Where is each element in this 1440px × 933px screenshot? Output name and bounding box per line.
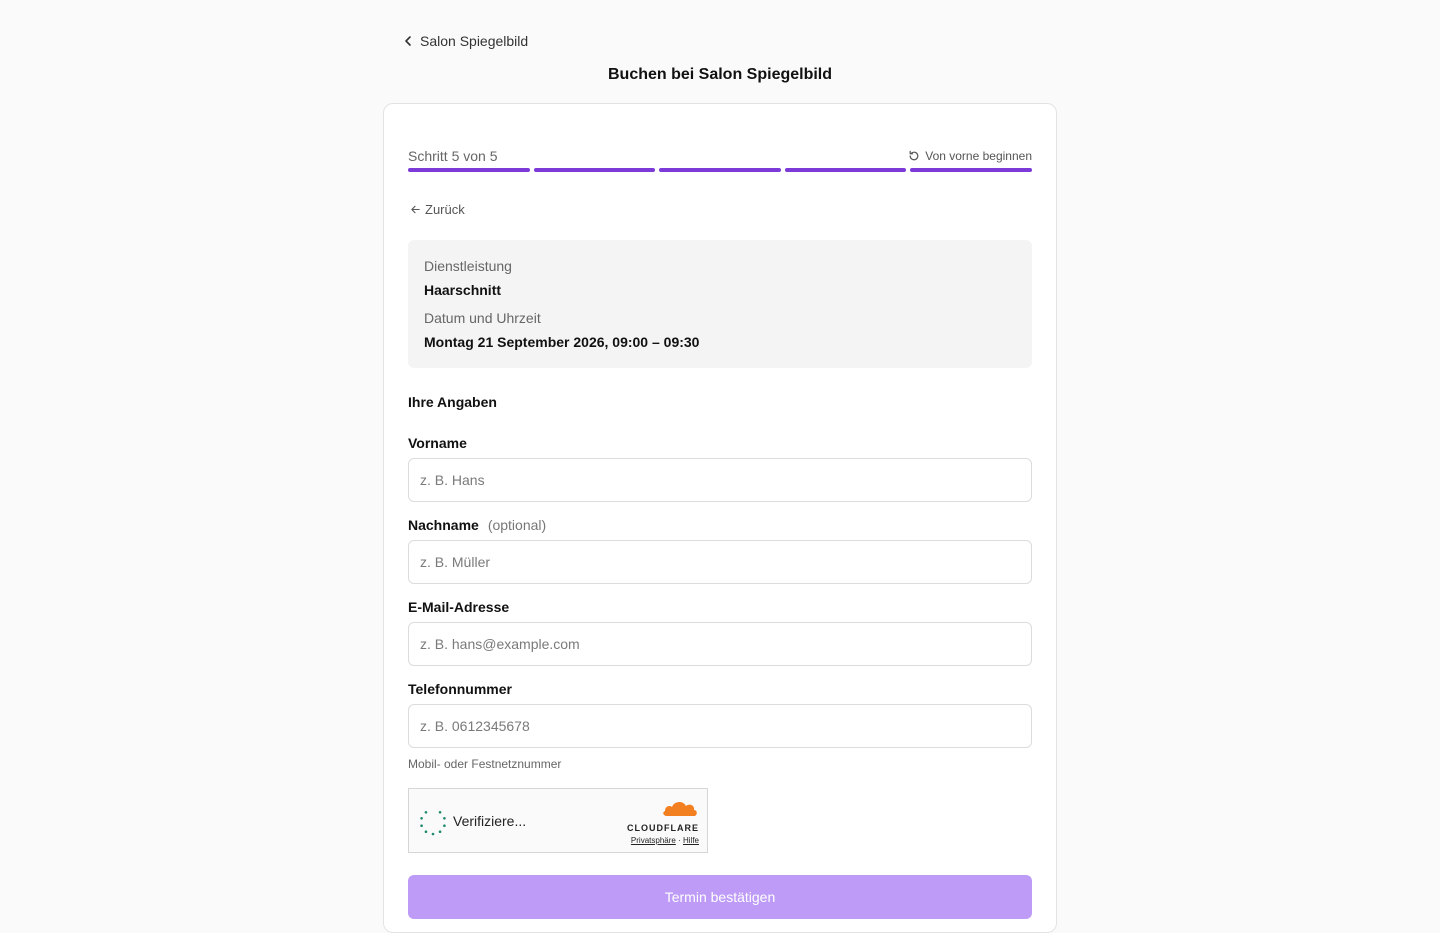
page-title: Buchen bei Salon Spiegelbild: [607, 66, 833, 83]
captcha-links: [619, 836, 699, 845]
datetime-value: Montag 21 September 2026, 09:00 – 09:30: [424, 334, 700, 350]
captcha-widget[interactable]: [408, 788, 708, 853]
progress-segment: [785, 168, 907, 172]
cloudflare-logo: [619, 799, 699, 845]
back-button[interactable]: [410, 202, 465, 217]
cloud-icon: [661, 799, 699, 817]
booking-summary: [408, 240, 1032, 368]
phone-hint: Mobil- oder Festnetznummer: [408, 757, 562, 771]
restart-button[interactable]: [908, 149, 1032, 163]
section-title: Ihre Angaben: [408, 394, 497, 410]
service-label: Dienstleistung: [424, 258, 512, 274]
chevron-left-icon: [402, 35, 414, 47]
last-name-label-row: [408, 517, 546, 533]
back-to-salon-link[interactable]: [402, 33, 528, 49]
loading-spinner-icon: [417, 806, 449, 838]
captcha-status: Verifiziere...: [453, 813, 527, 829]
step-header: [408, 146, 1032, 166]
booking-card: [383, 103, 1057, 933]
last-name-label: Nachname: [408, 517, 479, 533]
progress-segment: [659, 168, 781, 172]
privacy-link[interactable]: Privatsphäre: [630, 836, 676, 845]
phone-label: Telefonnummer: [408, 681, 512, 697]
service-value: Haarschnitt: [424, 282, 502, 298]
last-name-input[interactable]: [408, 540, 1032, 584]
optional-tag: (optional): [487, 517, 547, 533]
first-name-input[interactable]: [408, 458, 1032, 502]
cloudflare-wordmark: CLOUDFLARE: [627, 823, 699, 833]
phone-input[interactable]: [408, 704, 1032, 748]
help-link[interactable]: Hilfe: [682, 836, 699, 845]
progress-bar: [408, 168, 1032, 172]
progress-segment: [534, 168, 656, 172]
step-indicator: Schritt 5 von 5: [408, 148, 498, 164]
progress-segment: [408, 168, 530, 172]
refresh-icon: [908, 150, 920, 162]
email-input[interactable]: [408, 622, 1032, 666]
first-name-label: Vorname: [408, 435, 467, 451]
progress-segment: [910, 168, 1032, 172]
arrow-left-icon: [410, 204, 421, 215]
datetime-label: Datum und Uhrzeit: [424, 310, 541, 326]
restart-label: Von vorne beginnen: [925, 149, 1032, 163]
email-label: E-Mail-Adresse: [408, 599, 510, 615]
back-button-label: Zurück: [425, 202, 465, 217]
link-separator: ·: [678, 836, 681, 845]
confirm-booking-button[interactable]: Termin bestätigen: [408, 875, 1032, 919]
back-to-salon-label: Salon Spiegelbild: [420, 33, 529, 49]
